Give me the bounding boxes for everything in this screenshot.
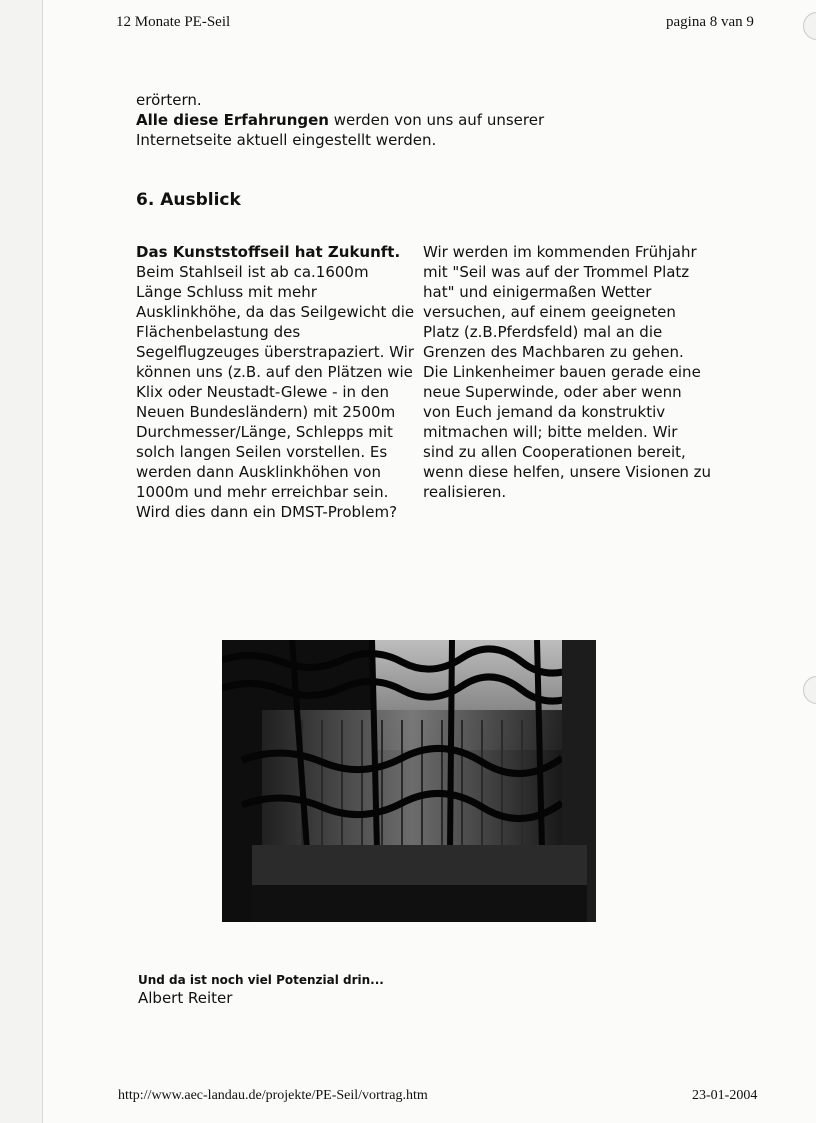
- header-title: 12 Monate PE-Seil: [116, 14, 231, 30]
- left-column-lead: Das Kunststoffseil hat Zukunft.: [136, 243, 401, 261]
- punch-hole: [803, 676, 816, 704]
- section-heading: 6. Ausblick: [136, 190, 241, 210]
- document-page: [42, 0, 816, 1123]
- left-column-text: Beim Stahlseil ist ab ca.1600m Länge Schluss mit mehr Ausklinkhöhe, da das Seilgewicht die Flächenbelastung des Segelflugzeuges überstrapaziert. Wir können uns (z.B. auf den Plätzen wie Klix oder Neustadt-Glewe - in den Neuen Bundesländern) mit 2500m Durchmesser/Länge, Schlepps mit solch langen Seilen vorstellen. Es werden dann Ausklinkhöhen von 1000m und mehr erreichbar sein. Wird dies dann ein DMST-Problem?: [136, 263, 415, 521]
- header-page-number: pagina 8 van 9: [666, 14, 754, 30]
- winch-drum-image: [222, 640, 596, 922]
- author-name: Albert Reiter: [138, 989, 233, 1007]
- winch-photo: [222, 640, 596, 922]
- footer-url: http://www.aec-landau.de/projekte/PE-Seil/vortrag.htm: [118, 1088, 428, 1103]
- left-column: [136, 242, 418, 522]
- intro-rest: werden von uns auf unserer: [328, 111, 545, 129]
- intro-line: erörtern.: [136, 91, 202, 109]
- photo-caption: Und da ist noch viel Potenzial drin...: [138, 973, 384, 987]
- right-column: Wir werden im kommenden Frühjahr mit "Seil was auf der Trommel Platz hat" und einigermaßen Wetter versuchen, auf einem geeigneten Platz (z.B.Pferdsfeld) mal an die Grenzen des Machbaren zu gehen. Die Linkenheimer bauen gerade eine neue Superwinde, oder aber wenn von Euch jemand da konstruktiv mitmachen will; bitte melden. Wir sind zu allen Cooperationen bereit, wenn diese helfen, unsere Visionen zu realisieren.: [423, 243, 712, 501]
- intro-line: Internetseite aktuell eingestellt werden.: [136, 131, 437, 149]
- intro-line: [136, 110, 606, 130]
- intro-paragraph: [136, 90, 606, 150]
- punch-hole: [803, 12, 816, 40]
- intro-bold: Alle diese Erfahrungen: [136, 111, 329, 129]
- footer-date: 23-01-2004: [692, 1088, 758, 1103]
